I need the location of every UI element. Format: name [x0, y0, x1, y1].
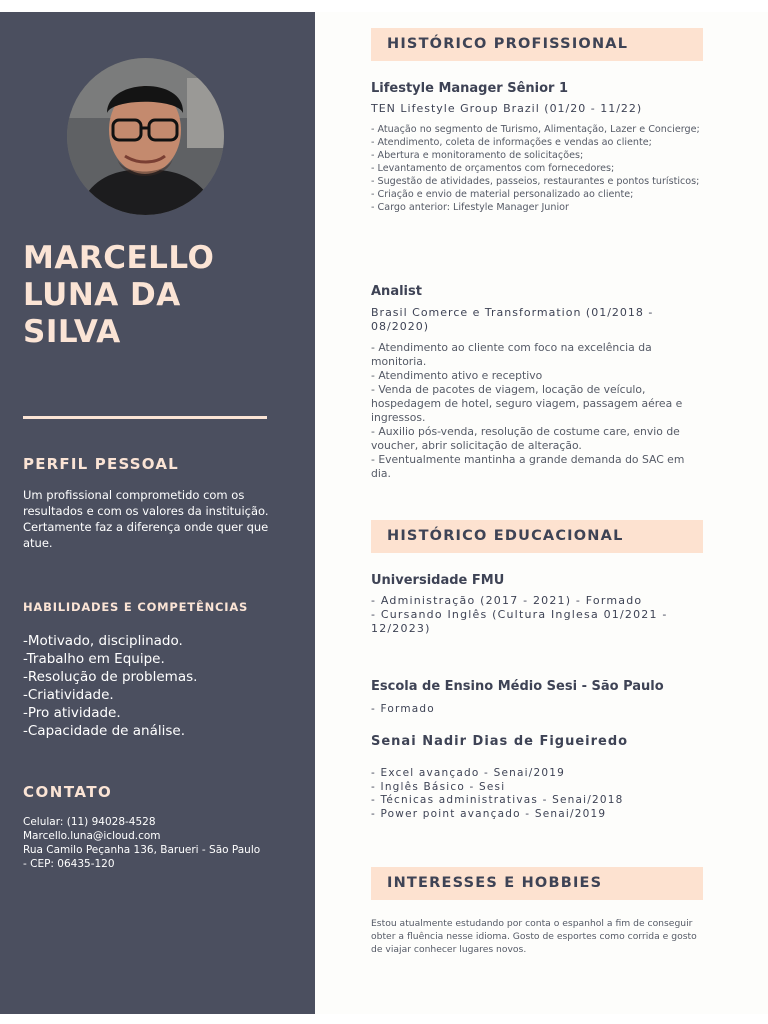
job-bullet: - Auxilio pós-venda, resolução de costume care, envio de voucher, abrir solicitação de alteração.	[371, 425, 680, 452]
profile-photo	[67, 58, 224, 215]
skill-item: -Criatividade.	[23, 687, 114, 703]
name-line: LUNA DA	[23, 277, 181, 313]
skills-heading: HABILIDADES E COMPETÊNCIAS	[23, 600, 249, 614]
perfil-heading: PERFIL PESSOAL	[23, 455, 179, 473]
job-bullet: - Atendimento ativo e receptivo	[371, 369, 543, 382]
job-bullet: - Atendimento, coleta de informações e vendas ao cliente;	[371, 137, 652, 148]
edu-title-fmu: Universidade FMU	[371, 573, 505, 588]
professional-heading: HISTÓRICO PROFISSIONAL	[371, 28, 703, 61]
job-bullets	[371, 341, 703, 481]
skill-item: -Trabalho em Equipe.	[23, 651, 165, 667]
edu-title-senai: Senai Nadir Dias de Figueiredo	[371, 734, 629, 749]
contact-cep: - CEP: 06435-120	[23, 858, 115, 870]
job-bullet: - Venda de pacotes de viagem, locação de veículo, hospedagem de hotel, seguro viagem, passagem aérea e ingressos.	[371, 383, 683, 424]
skill-item: -Pro atividade.	[23, 705, 121, 721]
job-bullets	[371, 123, 703, 214]
contact-email: Marcello.luna@icloud.com	[23, 830, 161, 842]
edu-line: - Administração (2017 - 2021) - Formado	[371, 594, 643, 607]
name-line: SILVA	[23, 314, 121, 350]
job-title: Analist	[371, 284, 422, 299]
job-bullet: - Criação e envio de material personalizado ao cliente;	[371, 189, 634, 200]
skill-item: -Resolução de problemas.	[23, 669, 198, 685]
contact-heading: CONTATO	[23, 783, 113, 801]
edu-line: - Power point avançado - Senai/2019	[371, 807, 607, 820]
candidate-name	[23, 240, 293, 351]
skill-item: -Capacidade de análise.	[23, 723, 185, 739]
contact-address: Rua Camilo Peçanha 136, Barueri - São Paulo	[23, 844, 261, 856]
edu-lines-senai	[371, 767, 691, 821]
job-company: Brasil Comerce e Transformation (01/2018 - 08/2020)	[371, 306, 654, 333]
portrait-illustration	[67, 58, 224, 215]
hobbies-heading: INTERESSES E HOBBIES	[371, 867, 703, 900]
job-company: TEN Lifestyle Group Brazil (01/20 - 11/22)	[371, 102, 643, 115]
job-bullet: - Sugestão de atividades, passeios, restaurantes e pontos turísticos;	[371, 176, 700, 187]
skill-item: -Motivado, disciplinado.	[23, 633, 183, 649]
name-divider	[23, 416, 267, 419]
job-bullet: - Levantamento de orçamentos com fornecedores;	[371, 163, 615, 174]
edu-line-sesi: - Formado	[371, 703, 435, 715]
contact-info	[23, 815, 273, 871]
skills-list	[23, 632, 293, 740]
job-bullet: - Abertura e monitoramento de solicitações;	[371, 150, 584, 161]
edu-line: - Excel avançado - Senai/2019	[371, 767, 565, 779]
perfil-text: Um profissional comprometido com os resultados e com os valores da instituição. Certamente faz a diferença onde quer que atue.	[23, 488, 269, 550]
name-line: MARCELLO	[23, 240, 215, 276]
edu-title-sesi: Escola de Ensino Médio Sesi - São Paulo	[371, 679, 664, 694]
hobbies-text: Estou atualmente estudando por conta o espanhol a fim de conseguir obter a fluência nesse idioma. Gosto de esportes como corrida e gosto de viajar conhecer lugares novos.	[371, 918, 697, 955]
job-title: Lifestyle Manager Sênior 1	[371, 81, 569, 96]
job-bullet: - Eventualmente mantinha a grande demanda do SAC em dia.	[371, 453, 685, 480]
sidebar	[0, 12, 315, 1014]
edu-line: - Cursando Inglês (Cultura Inglesa 01/2021 - 12/2023)	[371, 608, 668, 635]
job-bullet: - Atuação no segmento de Turismo, Alimentação, Lazer e Concierge;	[371, 124, 700, 135]
edu-line: - Técnicas administrativas - Senai/2018	[371, 794, 624, 806]
education-heading: HISTÓRICO EDUCACIONAL	[371, 520, 703, 553]
edu-line: - Inglês Básico - Sesi	[371, 780, 506, 793]
job-bullet: - Atendimento ao cliente com foco na excelência da monitoria.	[371, 341, 652, 368]
contact-phone: Celular: (11) 94028-4528	[23, 816, 156, 828]
edu-lines-fmu	[371, 594, 691, 636]
job-bullet: - Cargo anterior: Lifestyle Manager Junior	[371, 202, 569, 213]
resume-page	[0, 12, 768, 1014]
